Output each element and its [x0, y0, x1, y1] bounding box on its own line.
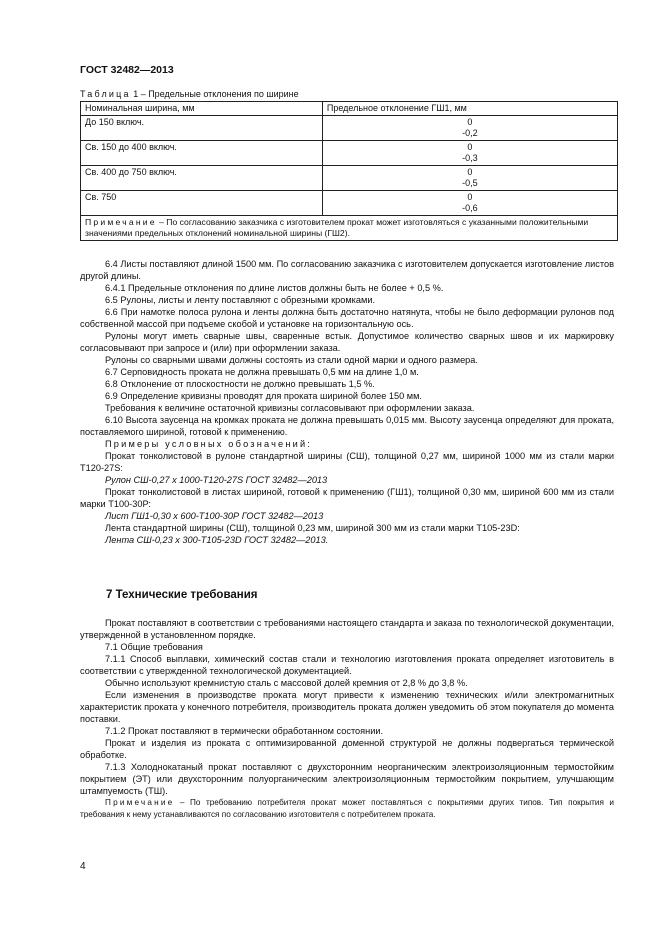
example-description: Лента стандартной ширины (СШ), толщиной 0,23 мм, шириной 300 мм из стали марки Т105-23D: [105, 523, 520, 533]
document-code-header: ГОСТ 32482—2013 [80, 64, 174, 76]
paragraph: Рулоны могут иметь сварные швы, сваренные встык. Допустимое количество сварных швов и их маркировку согласовывают при запросе и (или) при оформлении заказа. [80, 331, 614, 353]
paragraph: Прокат и изделия из проката с оптимизированной доменной структурой не должны подвергаться термической обработке. [80, 738, 614, 760]
deviation-lower: -0,3 [462, 153, 478, 163]
deviation-upper: 0 [467, 192, 473, 202]
paragraph: 6.4 Листы поставляют длиной 1500 мм. По согласованию заказчика с изготовителем допускается изготовление листов другой длины. [80, 259, 614, 281]
column-header-deviation: Предельное отклонение ГШ1, мм [322, 102, 617, 116]
table-row [81, 166, 618, 191]
deviation-lower: -0,2 [462, 128, 478, 138]
cell-deviation [322, 141, 617, 166]
cell-deviation [322, 166, 617, 191]
table-caption-label: Таблица [80, 89, 131, 99]
note-text: – По требованию потребителя прокат может поставляться с покрытиями других типов. Тип покрытия и требования к нему устанавливаются по согласованию изготовителя с потребителем проката. [80, 798, 614, 819]
table-caption-title: 1 – Предельные отклонения по ширине [130, 89, 299, 99]
cell-width: До 150 включ. [81, 116, 323, 141]
example-designation: Лист ГШ1-0,30 х 600-Т100-30Р ГОСТ 32482—2013 [105, 511, 324, 521]
table-row [81, 116, 618, 141]
paragraph: 6.5 Рулоны, листы и ленту поставляют с обрезными кромками. [105, 295, 375, 305]
deviation-lower: -0,5 [462, 178, 478, 188]
section-7-text [80, 617, 614, 820]
paragraph: Прокат поставляют в соответствии с требованиями настоящего стандарта и заказа по технологической документации, утвержденной в установленном порядке. [80, 618, 614, 640]
paragraph: Рулоны со сварными швами должны состоять из стали одной марки и одного размера. [105, 355, 478, 365]
paragraph: 6.6 При намотке полоса рулона и ленты должна быть достаточно натянута, чтобы не было деформации рулонов под собственной массой при подъеме скобой и установке на горизонтальную ось. [80, 307, 614, 329]
cell-width: Св. 400 до 750 включ. [81, 166, 323, 191]
table-row [81, 191, 618, 216]
cell-deviation [322, 116, 617, 141]
section-6-continued-text [80, 258, 614, 546]
example-description: Прокат тонколистовой в листах шириной, готовой к применению (ГШ1), толщиной 0,30 мм, шириной 600 мм из стали марки Т100-30Р: [80, 487, 614, 509]
example-designation: Лента СШ-0,23 х 300-Т105-23D ГОСТ 32482—2013. [105, 535, 329, 545]
deviation-upper: 0 [467, 117, 473, 127]
note-label: Примечание [105, 798, 175, 807]
cell-deviation [322, 191, 617, 216]
paragraph: 7.1.1 Способ выплавки, химический состав стали и технологию изготовления проката определяет изготовитель в соответствии с утвержденной технологической документацией. [80, 654, 614, 676]
paragraph: 6.10 Высота заусенца на кромках проката не должна превышать 0,015 мм. Высоту заусенца определяют для проката, поставляемого шириной, готовой к применению. [80, 415, 614, 437]
page-number: 4 [80, 861, 86, 872]
deviation-upper: 0 [467, 167, 473, 177]
table-row [81, 141, 618, 166]
example-designation: Рулон СШ-0,27 х 1000-Т120-27S ГОСТ 32482—2013 [105, 475, 328, 485]
paragraph: Если изменения в производстве проката могут привести к изменению технических и/или электромагнитных характеристик проката у конечного потребителя, производитель проката должен уведомить об этом покупателя до момента поставки. [80, 690, 614, 724]
paragraph: Требования к величине остаточной кривизны согласовывают при оформлении заказа. [105, 403, 475, 413]
section-7-heading: 7 Технические требования [106, 589, 258, 601]
examples-heading: Примеры условных обозначений: [105, 439, 313, 449]
table-note-row [81, 216, 618, 241]
cell-width: Св. 750 [81, 191, 323, 216]
deviation-lower: -0,6 [462, 203, 478, 213]
paragraph: 6.8 Отклонение от плоскостности не должно превышать 1,5 %. [105, 379, 375, 389]
example-description: Прокат тонколистовой в рулоне стандартной ширины (СШ), толщиной 0,27 мм, шириной 1000 мм из стали марки Т120-27S: [80, 451, 614, 473]
table-caption [80, 89, 299, 99]
column-header-nominal-width: Номинальная ширина, мм [81, 102, 323, 116]
paragraph: 7.1 Общие требования [105, 642, 203, 652]
paragraph: Обычно используют кремнистую сталь с массовой долей кремния от 2,8 % до 3,8 %. [105, 678, 468, 688]
section-7-note [80, 797, 614, 820]
paragraph: 6.4.1 Предельные отклонения по длине листов должны быть не более + 0,5 %. [105, 283, 444, 293]
paragraph: 6.7 Серповидность проката не должна превышать 0,5 мм на длине 1,0 м. [105, 367, 419, 377]
cell-width: Св. 150 до 400 включ. [81, 141, 323, 166]
deviation-upper: 0 [467, 142, 473, 152]
paragraph: 6.9 Определение кривизны проводят для проката шириной более 150 мм. [105, 391, 422, 401]
note-text: – По согласованию заказчика с изготовителем прокат может изготовляться с указанными положительными значениями предельных отклонений номинальной ширины (ГШ2). [85, 217, 589, 238]
paragraph: 7.1.2 Прокат поставляют в термически обработанном состоянии. [105, 726, 384, 736]
table-note [81, 216, 618, 241]
width-deviation-table [80, 101, 618, 241]
table-header-row [81, 102, 618, 116]
note-label: Примечание [85, 217, 157, 227]
paragraph: 7.1.3 Холоднокатаный прокат поставляют с двухсторонним неорганическим электроизоляционным термостойким покрытием (ЭТ) или двухсторонним полуорганическим электроизоляционным термостойким покрытием, улучшающим штампуемость (ТШ). [80, 762, 614, 796]
